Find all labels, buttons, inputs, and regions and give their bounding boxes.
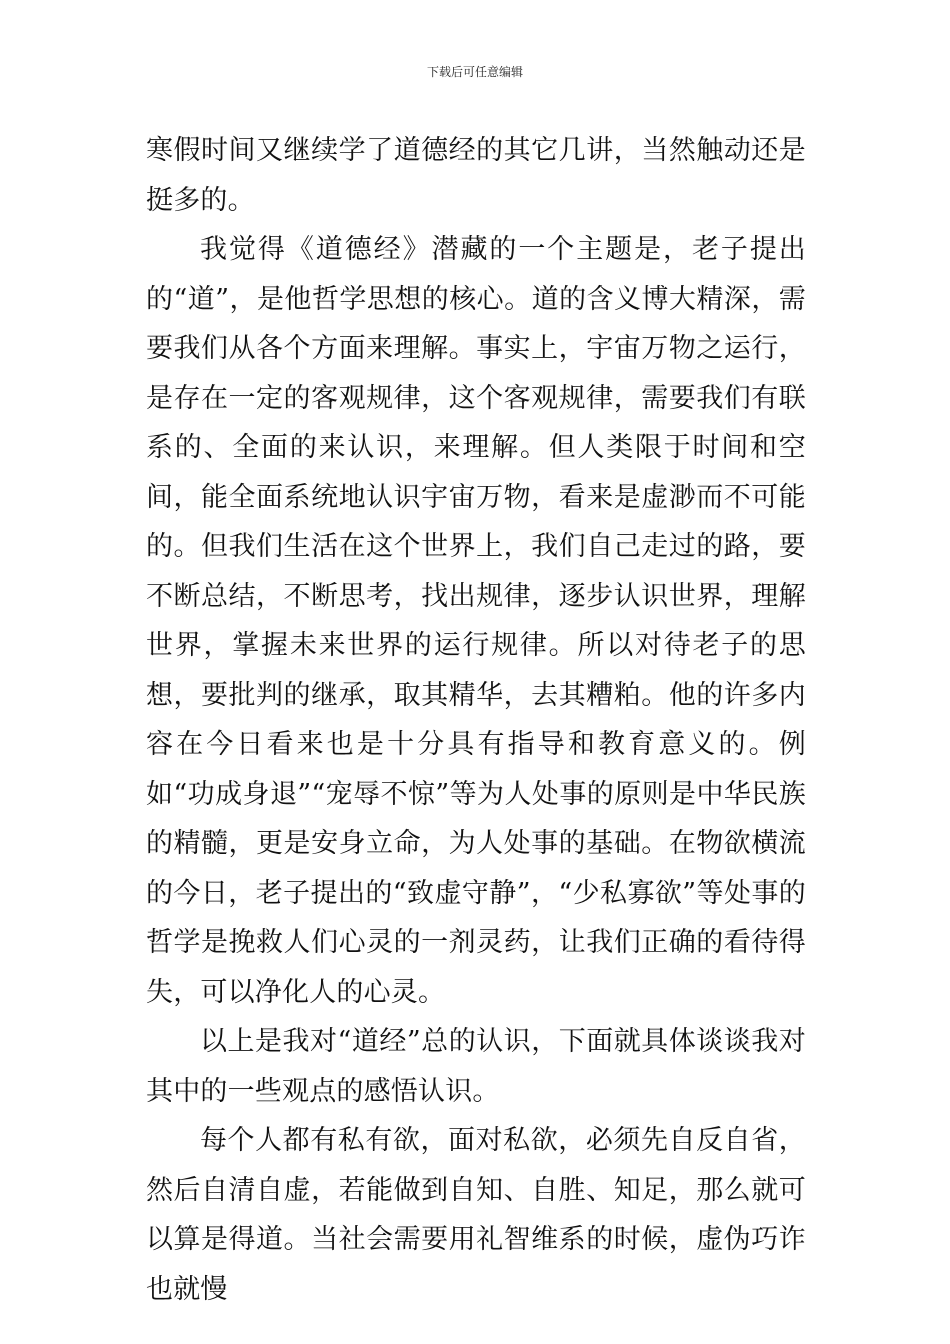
paragraph-3: 以上是我对“道经”总的认识，下面就具体谈谈我对其中的一些观点的感悟认识。 — [146, 1026, 806, 1107]
page-header: 下载后可任意编辑 — [426, 65, 523, 79]
paragraph-2: 我觉得《道德经》潜藏的一个主题是，老子提出的“道”，是他哲学思想的核心。道的含义博大精深，需要我们从各个方面来理解。事实上，宇宙万物之运行，是存在一定的客观规律，这个客观规律，需要我们有联系的、全面的来认识，来理解。但人类限于时间和空间，能全面系统地认识宇宙万物，看来是虚渺而不可能的。但我们生活在这个世界上，我们自己走过的路，要不断总结，不断思考，找出规律，逐步认识世界，理解世界，掌握未来世界的运行规律。所以对待老子的思想，要批判的继承，取其精华，去其糟粕。他的许多内容在今日看来也是十分具有指导和教育意义的。例如“功成身退”“宠辱不惊”等为人处事的原则是中华民族的精髓，更是安身立命，为人处事的基础。在物欲横流的今日，老子提出的“致虚守静”，“少私寡欲”等处事的哲学是挽救人们心灵的一剂灵药，让我们正确的看待得失，可以净化人的心灵。 — [146, 234, 806, 1008]
paragraph-1: 寒假时间又继续学了道德经的其它几讲，当然触动还是挺多的。 — [146, 135, 806, 216]
document-body — [146, 126, 806, 1314]
paragraph-4: 每个人都有私有欲，面对私欲，必须先自反自省，然后自清自虚，若能做到自知、自胜、知足，那么就可以算是得道。当社会需要用礼智维系的时候，虚伪巧诈也就慢 — [146, 1125, 806, 1305]
